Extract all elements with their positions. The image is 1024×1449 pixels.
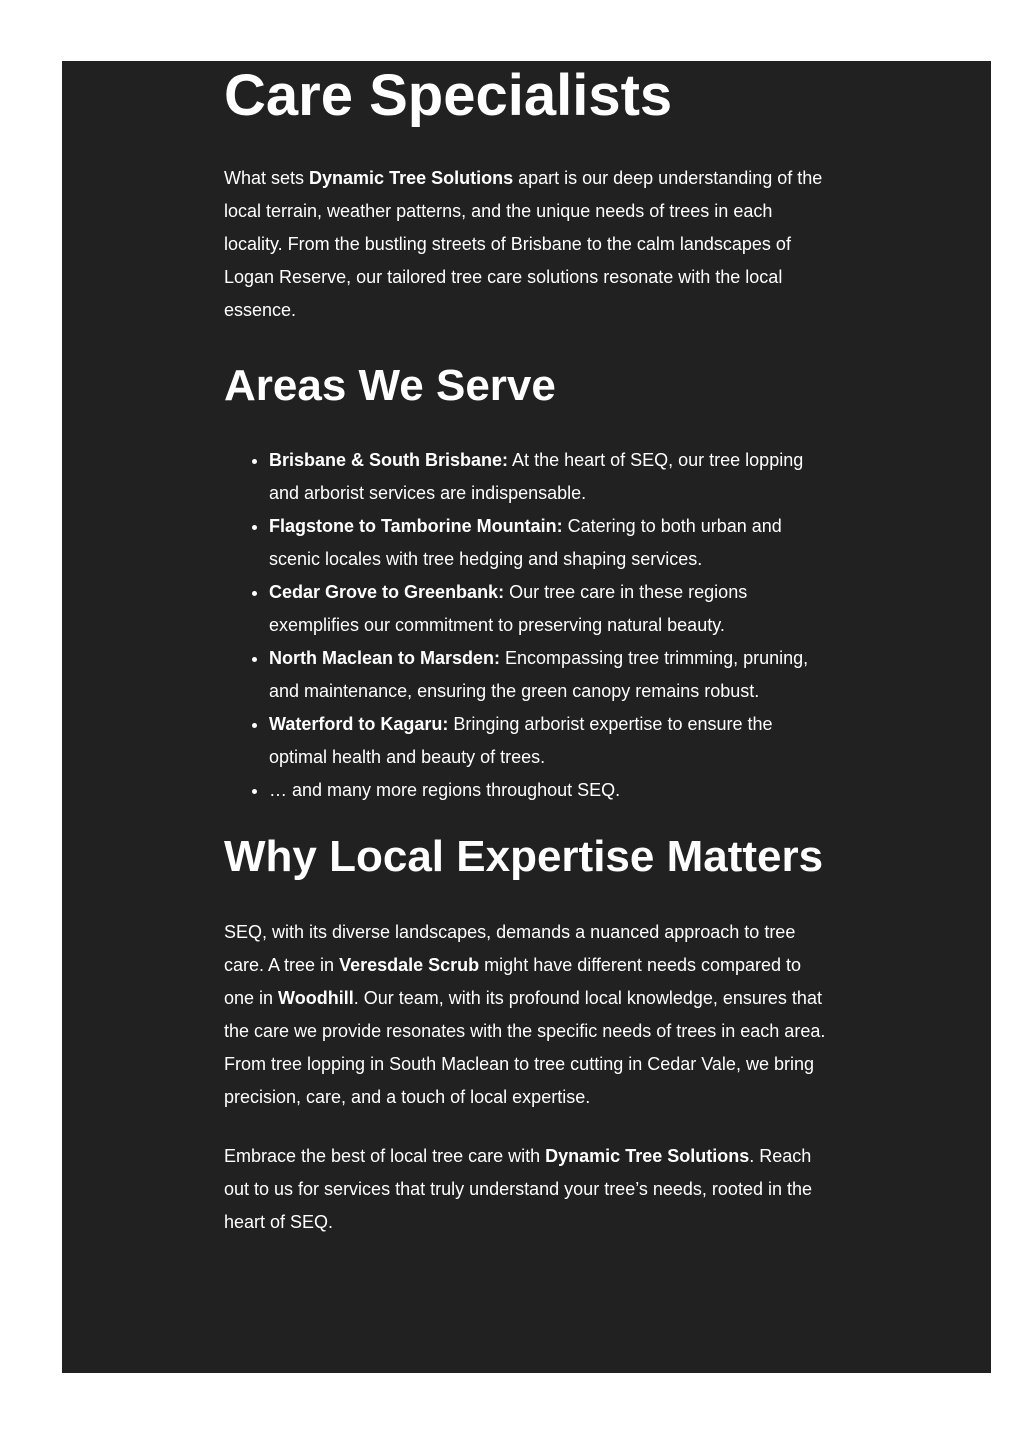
list-item: [269, 444, 829, 510]
why-heading: Why Local Expertise Matters: [224, 832, 824, 881]
why-text: might have different needs compared to one in: [224, 955, 802, 1008]
list-item: [269, 642, 829, 708]
area-label: Brisbane & South Brisbane:: [269, 450, 509, 470]
area-description: Catering to both urban and scenic locales with tree hedging and shaping services.: [269, 516, 782, 569]
areas-list: [224, 444, 829, 807]
brand-name: Dynamic Tree Solutions: [309, 168, 514, 188]
intro-text-end: apart is our deep understanding of the local terrain, weather patterns, and the unique needs of trees in each locality. From the bustling streets of Brisbane to the calm landscapes of Logan Reserve, our tailored tree care solutions resonate with the local essence.: [224, 168, 823, 320]
area-label: Flagstone to Tamborine Mountain:: [269, 516, 563, 536]
intro-paragraph: [224, 162, 829, 327]
area-description: Our tree care in these regions exemplifies our commitment to preserving natural beauty.: [269, 582, 748, 635]
why-text: SEQ, with its diverse landscapes, demands a nuanced approach to tree care. A tree in: [224, 922, 796, 975]
brand-name: Dynamic Tree Solutions: [545, 1146, 750, 1166]
closing-text: . Reach out to us for services that truly understand your tree’s needs, rooted in the heart of SEQ.: [224, 1146, 812, 1232]
list-item: [269, 708, 829, 774]
area-label: Cedar Grove to Greenbank:: [269, 582, 505, 602]
area-description: … and many more regions throughout SEQ.: [269, 780, 621, 800]
list-item: [269, 774, 829, 807]
area-label: Waterford to Kagaru:: [269, 714, 449, 734]
area-description: Bringing arborist expertise to ensure the optimal health and beauty of trees.: [269, 714, 773, 767]
why-text: . Our team, with its profound local knowledge, ensures that the care we provide resonates with the specific needs of trees in each area. From tree lopping in South Maclean to tree cutting in Cedar Vale, we bring precision, care, and a touch of local expertise.: [224, 988, 826, 1107]
article-body: [224, 61, 829, 1239]
closing-paragraph: [224, 1140, 829, 1239]
place-name: Veresdale Scrub: [339, 955, 480, 975]
why-paragraph: [224, 916, 829, 1114]
page-title: Care Specialists: [224, 63, 673, 128]
list-item: [269, 576, 829, 642]
areas-heading: Areas We Serve: [224, 361, 556, 410]
area-description: At the heart of SEQ, our tree lopping and arborist services are indispensable.: [269, 450, 804, 503]
list-item: [269, 510, 829, 576]
area-label: North Maclean to Marsden:: [269, 648, 501, 668]
area-description: Encompassing tree trimming, pruning, and maintenance, ensuring the green canopy remains robust.: [269, 648, 809, 701]
place-name: Woodhill: [278, 988, 354, 1008]
closing-text: Embrace the best of local tree care with: [224, 1146, 546, 1166]
intro-text-start: What sets: [224, 168, 310, 188]
content-panel: [62, 61, 991, 1373]
